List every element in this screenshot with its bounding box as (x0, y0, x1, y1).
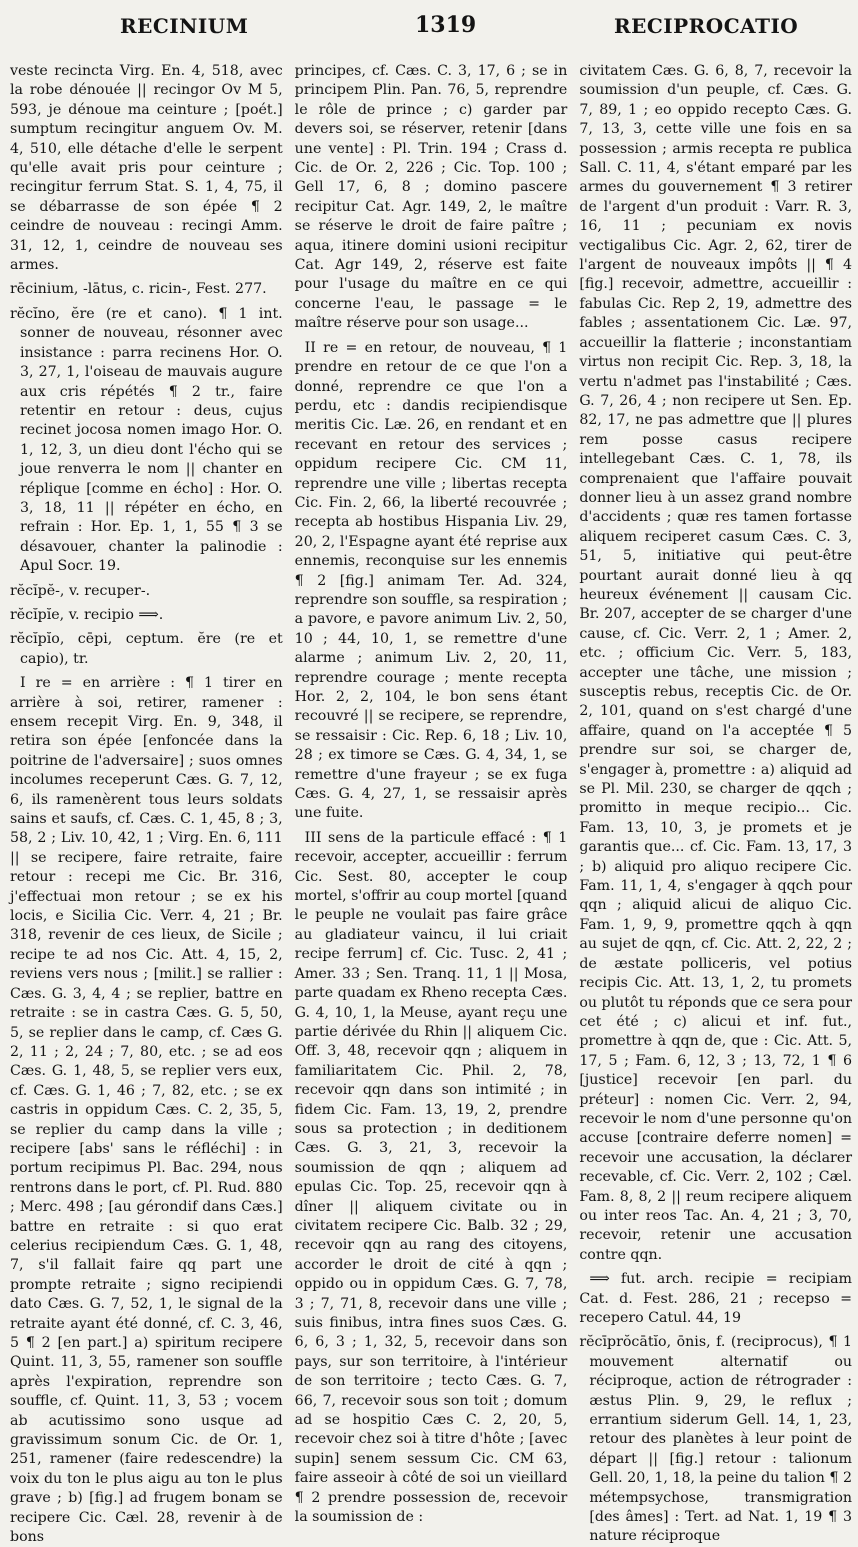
entry-paragraph: III sens de la particule effacé : ¶ 1 recevoir, accepter, accueillir : ferrum Cic. Sest. 80, accepter le coup mortel, s'offrir au coup mortel [quand le peuple ne voulait pas faire grâce au gladiateur vaincu, il lui criait recipe ferrum] cf. Cic. Tusc. 2, 41 ; Amer. 33 ; Sen. Tranq. 11, 1 || Mosa, parte quadam ex Rheno recepta Cæs. G. 4, 10, 1, la Meuse, ayant reçu une partie dérivée du Rhin || aliquem Cic. Off. 3, 48, recevoir qqn ; aliquem in familiaritatem Cic. Phil. 2, 78, recevoir qqn dans son intimité ; in fidem Cic. Fam. 13, 19, 2, prendre sous sa protection ; in deditionem Cæs. G. 3, 21, 3, recevoir la soumission de qqn ; aliquem ad epulas Cic. Top. 25, recevoir qqn à dîner || aliquem civitate ou in civitatem recipere Cic. Balb. 32 ; 29, recevoir qqn au rang des citoyens, accorder le droit de cité à qqn ; oppido ou in oppidum Cæs. G. 7, 78, 3 ; 7, 71, 8, recevoir dans une ville ; suis finibus, intra fines suos Cæs. G. 6, 6, 3 ; 1, 32, 5, recevoir dans son pays, sur son territoire, à l'intérieur de son territoire ; tecto Cæs. G. 7, 66, 7, recevoir sous son toit ; domum ad se hospitio Cæs C. 2, 20, 5, recevoir chez soi à titre d'hôte ; [avec supin] senem sessum Cic. CM 63, faire asseoir à côté de soi un vieillard ¶ 2 prendre possession de, recevoir la soumission de : (294, 829, 568, 1526)
entry-paragraph: principes, cf. Cæs. C. 3, 17, 6 ; se in principem Plin. Pan. 76, 5, reprendre le rôle de prince ; c) garder par devers soi, se réserver, retenir [dans une vente] : Pl. Trin. 194 ; Crass d. Cic. de Or. 2, 226 ; Cic. Top. 100 ; Gell 17, 6, 8 ; domino pascere recipitur Cat. Agr. 149, 2, le maître se réserve le droit de faire paître ; aqua, itinere domini usioni recipitur Cat. Agr 149, 2, réserve est faite pour l'usage du maître en ce qui concerne l'eau, le passage = le maître réserve pour son usage... (294, 63, 568, 332)
entry-paragraph: II re = en retour, de nouveau, ¶ 1 prendre en retour de ce que l'on a donné, reprendre ce que l'on a perdu, etc : dandis recipiendisque meritis Cic. Læ. 26, en rendant et en recevant en retour des services ; oppidum recipere Cic. CM 11, reprendre une ville ; libertas recepta Cic. Fin. 2, 66, la liberté recouvrée ; recepta ab hostibus Hispania Liv. 29, 20, 2, l'Espagne ayant été reprise aux ennemis, reconquise sur les ennemis ¶ 2 [fig.] animam Ter. Ad. 324, reprendre son souffle, sa respiration ; a pavore, e pavore animum Liv. 2, 50, 10 ; 44, 10, 1, se remettre d'une alarme ; animum Liv. 2, 20, 11, reprendre courage ; mente recepta Hor. 2, 2, 104, le bon sens étant recouvré || se recipere, se reprendre, se ressaisir : Cic. Rep. 6, 18 ; Liv. 10, 28 ; ex timore se Cæs. G. 4, 34, 1, se remettre d'une frayeur ; se ex fuga Cæs. G. 4, 27, 1, se ressaisir après une fuite. (294, 339, 568, 822)
column-3 (579, 62, 853, 1545)
page-header (10, 0, 852, 62)
right-running-headword: RECIPROCATIO (614, 14, 799, 38)
dictionary-entry: rĕcĭpĕ-, v. recuper-. (10, 582, 151, 599)
dictionary-entry: rĕcĭpĭe, v. recipio ⟹. (10, 606, 164, 623)
entry-paragraph: I re = en arrière : ¶ 1 tirer en arrière à soi, retirer, ramener : ensem recepit Virg. En. 9, 348, il retira son épée [enfoncée dans la poitrine de l'adversaire] ; suos omnes incolumes receperunt Cæs. G. 7, 12, 6, ils ramenèrent tous leurs soldats sains et saufs, cf. Cæs. C. 1, 45, 8 ; 3, 58, 2 ; Liv. 10, 42, 1 ; Virg. En. 6, 111 || se recipere, faire retraite, faire retour : recepi me Cic. Br. 316, j'effectuai mon retour ; se ex his locis, e Sicilia Cic. Verr. 4, 21 ; Br. 318, revenir de ces lieux, de Sicile ; recipe te ad nos Cic. Att. 4, 15, 2, reviens vers nous ; [milit.] se rallier : Cæs. G. 3, 4, 4 ; se replier, battre en retraite : se in castra Cæs. G. 5, 50, 5, se replier dans le camp, cf. Cæs G. 2, 11 ; 2, 24 ; 7, 80, etc. ; se ad eos Cæs. G. 1, 48, 5, se replier vers eux, cf. Cæs. G. 1, 46 ; 7, 82, etc. ; se ex castris in oppidum Cæs. C. 2, 35, 5, se replier du camp dans la ville ; recipere [abs' sans le réfléchi] : in portum recipimus Pl. Bac. 294, nous rentrons dans le port, cf. Pl. Rud. 880 ; Merc. 498 ; [au gérondif dans Cæs.] battre en retraite : si quo erat celerius recipiendum Cæs. G. 1, 48, 7, s'il fallait faire qq part une prompte retraite ; signo recipiendi dato Cæs. G. 7, 52, 1, le signal de la retraite ayant été donné, cf. C. 3, 46, 5 ¶ 2 [en part.] a) spiritum recipere Quint. 11, 3, 55, ramener son souffle après l'expiration, reprendre son souffle, cf. Quint. 11, 3, 53 ; vocem ab acutissimo sono usque ad gravissimum sonum Cic. de Or. 1, 251, ramener (faire redescendre) la voix du ton le plus aigu au ton le plus grave ; b) [fig.] ad frugem bonam se recipere Cic. Cæl. 28, revenir à de bons (10, 675, 283, 1546)
column-1 (10, 62, 283, 1546)
dictionary-entry: rĕcĭno, ĕre (re et cano). ¶ 1 int. sonner de nouveau, résonner avec insistance : parra recinens Hor. O. 3, 27, 1, l'oiseau de mauvais augure aux cris répétés ¶ 2 tr., faire retentir en retour : deus, cujus recinet jocosa nomen imago Hor. O. 1, 12, 3, un dieu dont l'écho qui se joue renverra le nom || chanter en réplique [comme en écho] : Hor. O. 3, 18, 11 || répéter en écho, en refrain : Hor. Ep. 1, 1, 55 ¶ 3 se désavouer, chanter la palinodie : Apul Socr. 19. (10, 305, 283, 575)
entry-paragraph: ⟹ fut. arch. recipie = recipiam Cat. d. Fest. 286, 21 ; recepso = recepero Catul. 44, 19 (579, 1271, 853, 1326)
dictionary-entry: rĕcīprŏcātĭo, ōnis, f. (reciprocus), ¶ 1 mouvement alternatif ou réciproque, action de rétrograder : æstus Plin. 9, 29, le reflux ; errantium siderum Gell. 14, 1, 23, retour des planètes à leur point de départ || [fig.] retour : talionum Gell. 20, 1, 18, la peine du talion ¶ 2 métempsychose, transmigration [des âmes] : Tert. ad Nat. 1, 19 ¶ 3 nature réciproque (579, 1334, 853, 1545)
entry-paragraph: civitatem Cæs. G. 6, 8, 7, recevoir la soumission d'un peuple, cf. Cæs. G. 7, 89, 1 ; eo oppido recepto Cæs. G. 7, 13, 3, cette ville une fois en sa possession ; armis recepta re publica Sall. C. 11, 4, s'étant emparé par les armes du gouvernement ¶ 3 retirer de l'argent d'un produit : Varr. R. 3, 16, 11 ; pecuniam ex novis vectigalibus Cic. Agr. 2, 62, tirer de l'argent de nouveaux impôts || ¶ 4 [fig.] recevoir, admettre, accueillir : fabulas Cic. Rep 2, 19, admettre des fables ; assentationem Cic. Læ. 97, accueillir la flatterie ; inconstantiam virtus non recipit Cic. Rep. 3, 18, la vertu n'admet pas l'instabilité ; Cæs. G. 7, 26, 4 ; non recipere ut Sen. Ep. 82, 17, ne pas admettre que || plures rem posse casus recipere intellegebant Cæs. C. 1, 78, ils comprenaient que l'affaire pouvait donner lieu à un assez grand nombre d'accidents ; quæ res tamen fortasse aliquem reciperet casum Cæs. C. 3, 51, 5, initiative qui peut-être pourtant aurait donné lieu à qq heureux événement || causam Cic. Br. 207, accepter de se charger d'une cause, cf. Cic. Verr. 2, 1 ; Amer. 2, etc. ; officium Cic. Verr. 5, 183, accepter une tâche, une mission ; susceptis rebus, receptis Cic. de Or. 2, 101, quand on s'est chargé d'une affaire, quand on l'a acceptée ¶ 5 prendre sur soi, se charger de, s'engager à, promettre : a) aliquid ad se Pl. Mil. 230, se charger de qqch ; promitto in meque recipio... Cic. Fam. 13, 10, 3, je promets et je garantis que... cf. Cic. Fam. 13, 17, 3 ; b) aliquid pro aliquo recipere Cic. Fam. 11, 1, 4, s'engager à qqch pour qqn ; aliquid alicui de aliquo Cic. Fam. 1, 9, 9, promettre qqch à qqn au sujet de qqn, cf. Cic. Att. 2, 22, 2 ; de æstate polliceris, vel potius recipis Cic. Att. 13, 1, 2, tu promets ou plutôt tu réponds que ce sera pour cet été ; c) alicui et inf. fut., promettre à qqn de, que : Cic. Att. 5, 17, 5 ; Fam. 6, 12, 3 ; 13, 72, 1 ¶ 6 [justice] recevoir [en parl. du préteur] : nomen Cic. Verr. 2, 94, recevoir le nom d'une personne qu'on accuse [contraire deferre nomen] = recevoir une accusation, la déclarer recevable, cf. Cic. Verr. 2, 102 ; Cæl. Fam. 8, 8, 2 || reum recipere aliquem ou inter reos Tac. An. 4, 21 ; 3, 70, recevoir, retenir une accusation contre qqn. (579, 63, 853, 1263)
dictionary-entry: rēcinium, -lātus, c. ricin-, Fest. 277. (10, 281, 267, 298)
page-number: 1319 (415, 12, 477, 38)
text-columns (10, 62, 853, 1546)
dictionary-entry: rĕcĭpĭo, cēpi, ceptum. ĕre (re et capio), tr. (10, 631, 283, 667)
entry-paragraph: veste recincta Virg. En. 4, 518, avec la robe dénouée || recingor Ov M 5, 593, je dénoue ma ceinture ; [poét.] sumptum recingitur anguem Ov. M. 4, 510, elle détache d'elle le serpent qu'elle avait pris pour ceinture ; recingitur ferrum Stat. S. 1, 4, 75, il se débarrasse de son épée ¶ 2 ceindre de nouveau : recingi Amm. 31, 12, 1, ceindre de nouveau ses armes. (10, 63, 283, 274)
column-2 (294, 62, 568, 1526)
left-running-headword: RECINIUM (120, 14, 249, 38)
